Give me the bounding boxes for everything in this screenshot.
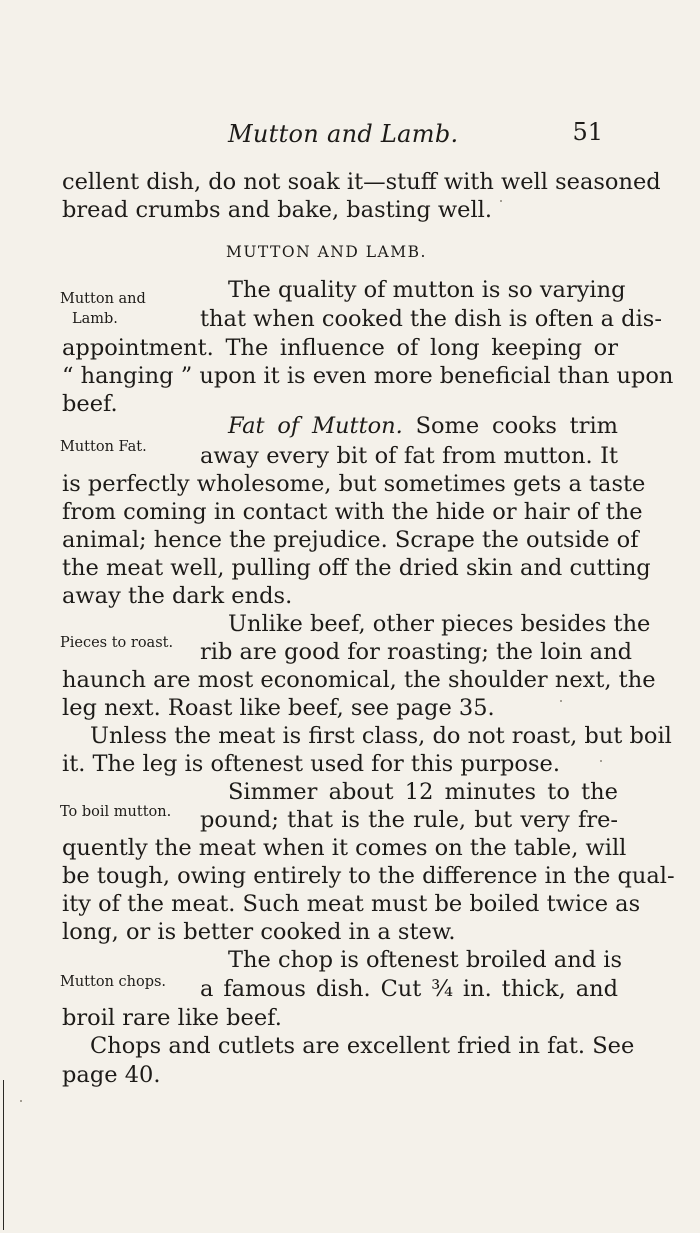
sidenote-mutton-fat: Mutton Fat. — [60, 439, 147, 455]
binding-edge-mark — [3, 1080, 4, 1230]
sidenote-mutton-and-lamb — [60, 289, 146, 329]
text-span: Some cooks trim — [415, 413, 618, 439]
sidenote-mutton-chops: Mutton chops. — [60, 974, 167, 990]
text-line: bread crumbs and bake, basting well. — [62, 197, 493, 223]
text-line: leg next. Roast like beef, see page 35. — [62, 695, 495, 721]
text-line: be tough, owing entirely to the difference in the qual- — [62, 863, 675, 889]
section-heading: MUTTON AND LAMB. — [226, 243, 427, 261]
page-number: 51 — [572, 118, 603, 146]
text-line: page 40. — [62, 1062, 161, 1088]
sidenote-line: Lamb. — [72, 311, 118, 327]
text-line: quently the meat when it comes on the table, will — [62, 835, 627, 861]
text-line: pound; that is the rule, but very fre- — [200, 807, 618, 833]
text-line: haunch are most economical, the shoulder next, the — [62, 667, 656, 693]
text-line: ity of the meat. Such meat must be boiled twice as — [62, 891, 641, 917]
text-line: The quality of mutton is so varying — [228, 277, 626, 303]
inline-heading: Fat of Mutton. — [228, 413, 403, 439]
text-line: Unless the meat is first class, do not roast, but boil — [90, 723, 672, 749]
text-line: broil rare like beef. — [62, 1005, 282, 1031]
text-line: it. The leg is oftenest used for this purpose. — [62, 751, 560, 777]
sidenote-to-boil-mutton: To boil mutton. — [60, 804, 172, 820]
text-line: is perfectly wholesome, but sometimes gets a taste — [62, 471, 646, 497]
paper-speckle — [20, 1100, 22, 1102]
text-line: away the dark ends. — [62, 583, 293, 609]
text-line: appointment. The influence of long keeping or — [62, 335, 618, 361]
text-line: cellent dish, do not soak it—stuff with well seasoned — [62, 169, 661, 195]
paper-speckle — [600, 760, 602, 762]
text-line: long, or is better cooked in a stew. — [62, 919, 456, 945]
sidenote-pieces-to-roast: Pieces to roast. — [60, 635, 174, 651]
paper-speckle — [560, 700, 562, 702]
text-line: Unlike beef, other pieces besides the — [228, 611, 651, 637]
text-line: The chop is oftenest broiled and is — [228, 947, 623, 973]
text-line: animal; hence the prejudice. Scrape the outside of — [62, 527, 639, 553]
text-line: the meat well, pulling off the dried skin and cutting — [62, 555, 651, 581]
text-line: away every bit of fat from mutton. It — [200, 443, 618, 469]
text-line: Simmer about 12 minutes to the — [228, 779, 618, 805]
sidenote-line: Mutton and — [60, 291, 146, 307]
text-line — [228, 412, 618, 440]
running-head: Mutton and Lamb. — [228, 120, 459, 148]
text-line: Chops and cutlets are excellent fried in fat. See — [90, 1033, 635, 1059]
paper-speckle — [500, 200, 502, 202]
text-line: that when cooked the dish is often a dis- — [200, 306, 662, 332]
text-line: rib are good for roasting; the loin and — [200, 639, 632, 665]
text-line: from coming in contact with the hide or hair of the — [62, 499, 643, 525]
text-line: “ hanging ” upon it is even more beneficial than upon — [62, 363, 674, 389]
text-line: beef. — [62, 391, 118, 417]
text-line: a famous dish. Cut ¾ in. thick, and — [200, 976, 618, 1002]
